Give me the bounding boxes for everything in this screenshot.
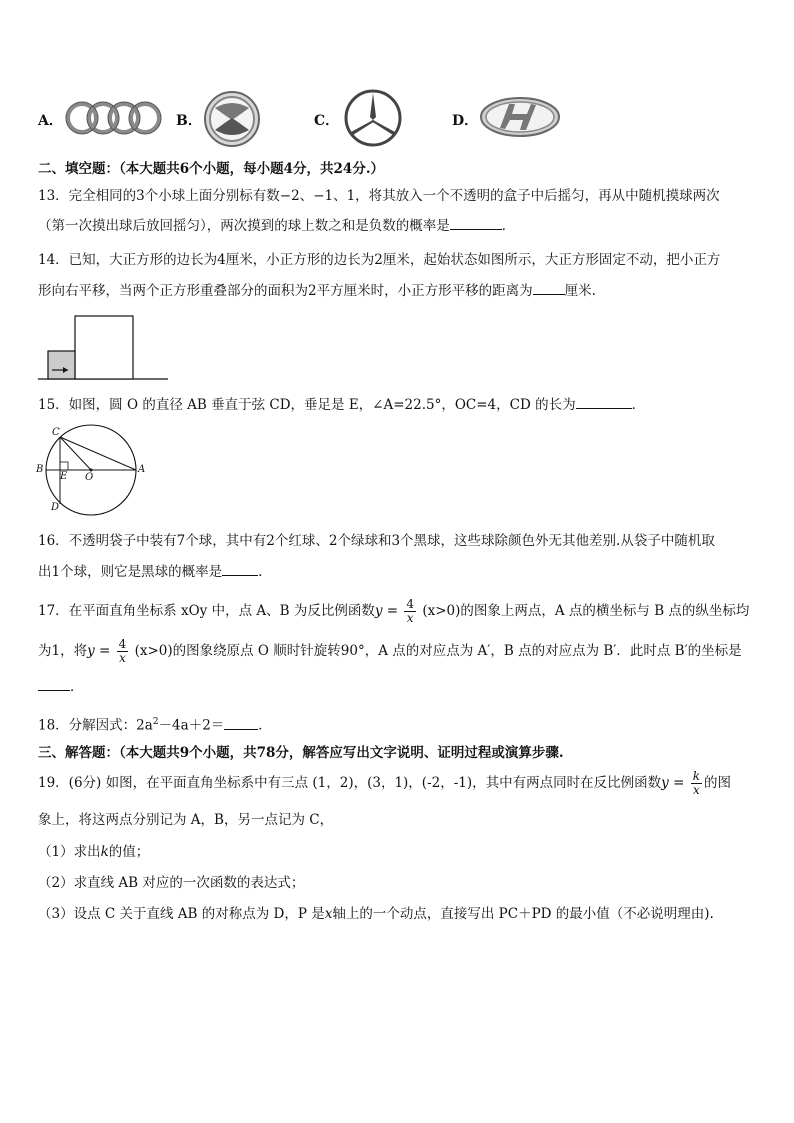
q14-answer-blank <box>533 282 565 295</box>
point-d-label: D <box>51 502 60 513</box>
point-o-label: O <box>85 472 94 483</box>
q19-part3 <box>38 905 714 923</box>
q19-fraction <box>691 770 702 797</box>
q19-line1 <box>38 770 731 797</box>
q19-part3-x: x <box>324 906 333 922</box>
q19-den: x <box>692 783 700 797</box>
point-e-label: E <box>60 471 68 482</box>
q15-text: 15．如图，圆 O 的直径 AB 垂直于弦 CD，垂足是 E，∠A=22.5°，OC=4，CD 的长为 <box>38 397 576 413</box>
q14-line1: 14．已知，大正方形的边长为4厘米，小正方形的边长为2厘米，起始状态如图所示，大正方形固定不动，把小正方 <box>38 252 721 268</box>
q16-line2 <box>38 563 262 581</box>
option-a-label: A． <box>38 113 63 129</box>
q13-line2 <box>38 217 515 235</box>
q19-part1 <box>38 843 149 861</box>
q17-answer-blank <box>38 678 70 691</box>
q17-line2 <box>38 638 742 665</box>
q17-num-2: 4 <box>118 637 127 651</box>
q15-end: ． <box>631 397 646 413</box>
q19-func-eq: = <box>668 775 689 791</box>
q18-text-b: －4a＋2＝ <box>158 717 225 734</box>
q15-line1 <box>38 396 645 414</box>
q17-line2-end: 的图象绕原点 O 顺时针旋转90°，A 点的对应点为 A′，B 点的对应点为 B′．此时点 B′的坐标是 <box>172 643 742 659</box>
q17-func-y: y <box>374 603 383 619</box>
q13-line2-text: （第一次摸出球后放回摇匀），两次摸到的球上数之和是负数的概率是 <box>38 218 450 234</box>
q17-line1 <box>38 598 749 625</box>
dongfeng-logo <box>203 90 261 148</box>
squares-figure <box>38 313 170 383</box>
q19-part1-a: （1）求出 <box>38 844 101 860</box>
q16-line1: 16．不透明袋子中装有7个球，其中有2个红球、2个绿球和3个黑球，这些球除颜色外无其他差别.从袋子中随机取 <box>38 533 715 549</box>
q14-line2-text: 形向右平移，当两个正方形重叠部分的面积为2平方厘米时，小正方形平移的距离为 <box>38 283 533 299</box>
q19-num: k <box>692 769 700 783</box>
option-b-label: B． <box>176 113 202 129</box>
section2-heading: 二、填空题：（本大题共6个小题，每小题4分，共24分.） <box>38 161 385 177</box>
q19-part1-k: k <box>100 844 109 860</box>
option-c-label: C． <box>314 113 340 129</box>
q17-line3-end: ． <box>70 679 84 695</box>
q13-line1: 13．完全相同的3个小球上面分别标有数−2、−1、1，将其放入一个不透明的盒子中后摇匀，再从中随机摸球两次 <box>38 188 720 204</box>
q19-part3-a: （3）设点 C 关于直线 AB 的对称点为 D，P 是 <box>38 906 325 922</box>
q16-answer-blank <box>222 563 258 576</box>
q19-line1-text: 19．(6分) 如图，在平面直角坐标系中有三点 (1，2)，(3，1)，(-2，-1)，其中有两点同时在反比例函数 <box>38 775 662 791</box>
q17-func-y-2: y <box>87 643 95 659</box>
q13-line2-end: ． <box>501 218 516 234</box>
q18-line <box>38 713 272 735</box>
q16-line2-text: 出1个球，则它是黑球的概率是 <box>38 564 223 580</box>
q17-fraction-1 <box>404 598 416 625</box>
section3-heading: 三、解答题：（本大题共9个小题，共78分，解答应写出文字说明、证明过程或演算步骤. <box>38 745 564 761</box>
q19-part2: （2）求直线 AB 对应的一次函数的表达式； <box>38 875 305 891</box>
q17-line1-end: 的图象上两点，A 点的横坐标与 B 点的纵坐标均 <box>460 603 750 619</box>
q17-line3 <box>38 678 84 696</box>
audi-rings-logo <box>64 98 164 138</box>
q17-line2-text: 为1，将 <box>38 643 88 659</box>
q18-text-c: ． <box>258 717 272 734</box>
q17-fraction-2 <box>117 638 129 665</box>
q18-answer-blank <box>224 717 258 730</box>
circle-figure <box>34 424 150 520</box>
point-c-label: C <box>52 427 60 438</box>
q17-den-2: x <box>119 651 126 665</box>
q13-answer-blank <box>450 217 502 230</box>
q19-line1-end: 的图 <box>703 775 731 791</box>
q16-line2-end: . <box>258 564 263 580</box>
point-a-label: A <box>138 464 146 475</box>
q19-part1-b: 的值； <box>108 844 150 860</box>
q17-line1-text: 17．在平面直角坐标系 xOy 中，点 A、B 为反比例函数 <box>38 603 375 619</box>
point-b-label: B <box>36 464 44 475</box>
q17-den-1: x <box>406 611 414 625</box>
q14-line2-end: 厘米. <box>564 283 596 299</box>
option-d-label: D． <box>452 113 479 129</box>
q17-cond-1: (x>0) <box>422 603 461 619</box>
q18-sup: 2 <box>152 717 159 727</box>
q17-func-eq: = <box>382 603 403 619</box>
hyundai-logo <box>479 96 561 138</box>
q19-func-y: y <box>661 775 669 791</box>
q14-line2 <box>38 282 596 300</box>
q17-func-eq-2: = <box>94 643 115 659</box>
q17-num-1: 4 <box>406 597 415 611</box>
q15-answer-blank <box>576 396 632 409</box>
q19-line2: 象上，将这两点分别记为 A，B，另一点记为 C， <box>38 812 334 828</box>
q18-text-a: 18．分解因式：2a <box>38 717 153 734</box>
mercedes-star-logo <box>343 88 403 148</box>
q19-part3-b: 轴上的一个动点，直接写出 PC＋PD 的最小值（不必说明理由). <box>332 906 714 922</box>
q17-cond-2: (x>0) <box>134 643 173 659</box>
